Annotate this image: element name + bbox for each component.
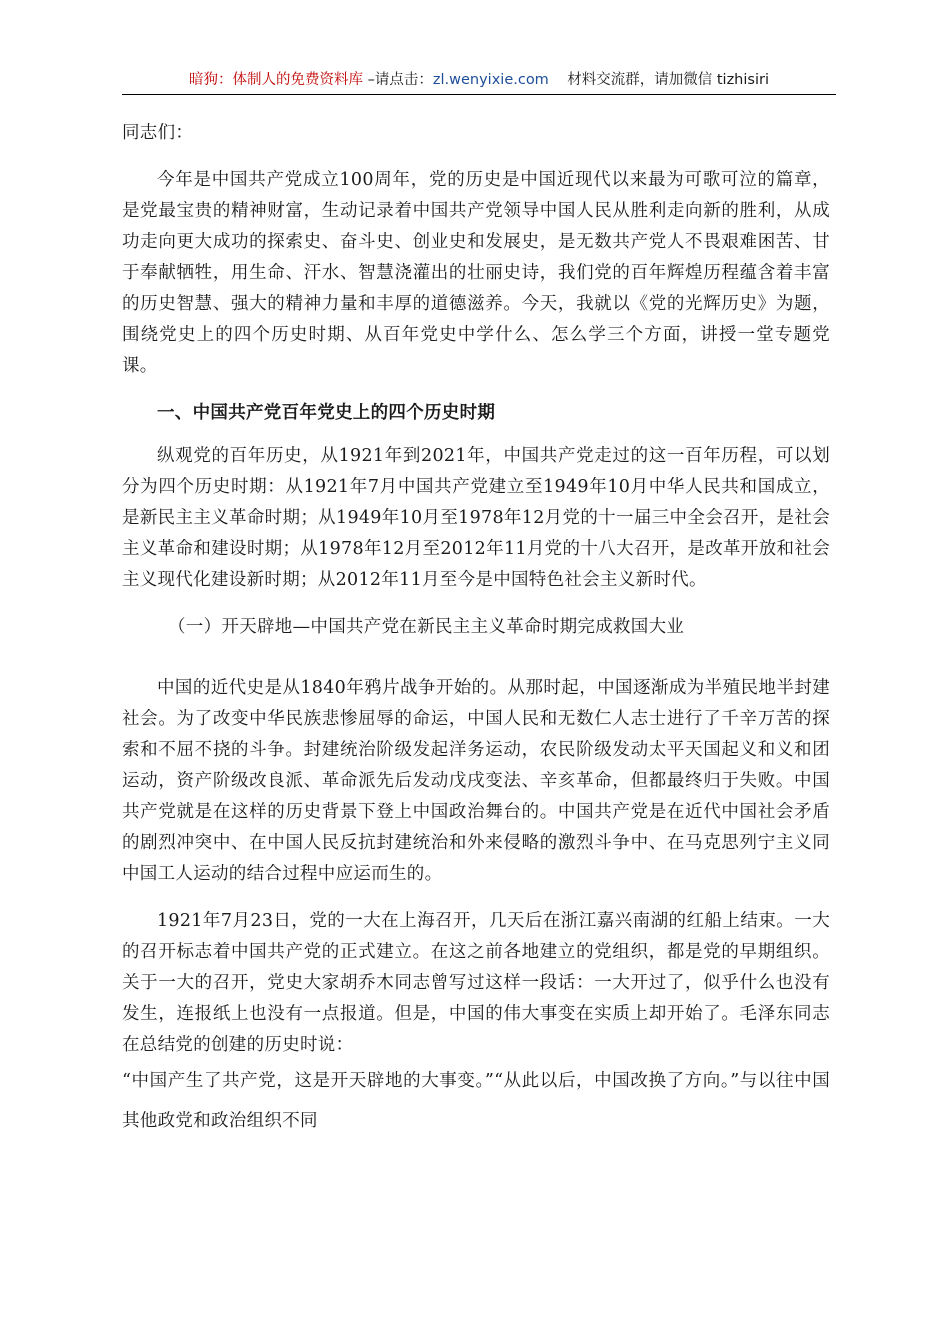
page-header: [122, 70, 836, 95]
section-heading: 一、中国共产党百年党史上的四个历史时期: [157, 403, 496, 423]
intro-paragraph: 今年是中国共产党成立100周年，党的历史是中国近现代以来最为可歌可泣的篇章，是党最宝贵的精神财富，生动记录着中国共产党领导中国人民从胜利走向新的胜利，从成功走向更大成功的探索史、奋斗史、创业史和发展史，是无数共产党人不畏艰难困苦、甘于奉献牺牲，用生命、汗水、智慧浇灌出的壮丽史诗，我们党的百年辉煌历程蕴含着丰富的历史智慧、强大的精神力量和丰厚的道德滋养。今天，我就以《党的光辉历史》为题，围绕党史上的四个历史时期、从百年党史中学什么、怎么学三个方面，讲授一堂专题党课。: [122, 170, 830, 376]
greeting: 同志们：: [122, 123, 194, 143]
header-site-name: 暗狗：体制人的免费资料库: [189, 72, 364, 88]
quote-paragraph: “中国产生了共产党，这是开天辟地的大事变。”“从此以后，中国改换了方向。”与以往中国其他政党和政治组织不同: [122, 1071, 830, 1131]
header-contact: 材料交流群，请加微信 tizhisiri: [567, 72, 769, 88]
subsection-heading: （一）开天辟地—中国共产党在新民主主义革命时期完成救国大业: [168, 617, 685, 637]
history-paragraph: 中国的近代史是从1840年鸦片战争开始的。从那时起，中国逐渐成为半殖民地半封建社会。为了改变中华民族悲惨屈辱的命运，中国人民和无数仁人志士进行了千辛万苦的探索和不屈不挠的斗争。封建统治阶级发起洋务运动，农民阶级发动太平天国起义和义和团运动，资产阶级改良派、革命派先后发动戊戌变法、辛亥革命，但都最终归于失败。中国共产党就是在这样的历史背景下登上中国政治舞台的。中国共产党是在近代中国社会矛盾的剧烈冲突中、在中国人民反抗封建统治和外来侵略的激烈斗争中、在马克思列宁主义同中国工人运动的结合过程中应运而生的。: [122, 678, 830, 884]
header-click-prompt: –请点击：: [363, 72, 433, 88]
periods-paragraph: 纵观党的百年历史，从1921年到2021年，中国共产党走过的这一百年历程，可以划分为四个历史时期：从1921年7月中国共产党建立至1949年10月中华人民共和国成立，是新民主主义革命时期；从1949年10月至1978年12月党的十一届三中全会召开，是社会主义革命和建设时期；从1978年12月至2012年11月党的十八大召开，是改革开放和社会主义现代化建设新时期；从2012年11月至今是中国特色社会主义新时代。: [122, 446, 830, 590]
header-url-link[interactable]: zl.wenyixie.com: [432, 72, 549, 88]
document-body: [122, 118, 830, 1141]
congress-paragraph: 1921年7月23日，党的一大在上海召开，几天后在浙江嘉兴南湖的红船上结束。一大的召开标志着中国共产党的正式建立。在这之前各地建立的党组织，都是党的早期组织。关于一大的召开，党史大家胡乔木同志曾写过这样一段话：一大开过了，似乎什么也没有发生，连报纸上也没有一点报道。但是，中国的伟大事变在实质上却开始了。毛泽东同志在总结党的创建的历史时说：: [122, 911, 830, 1055]
